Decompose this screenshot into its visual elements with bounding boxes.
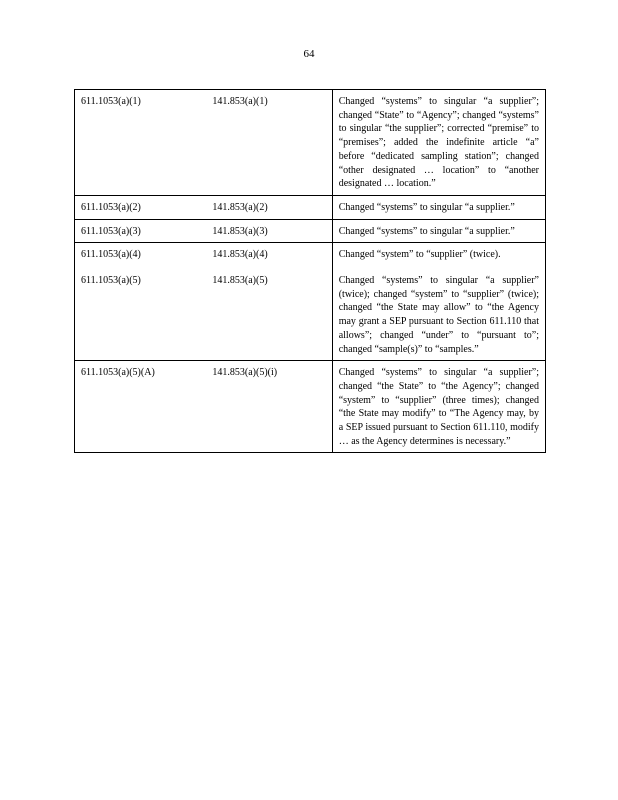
change-description: Changed “systems” to singular “a supplier.” — [338, 201, 515, 213]
state-section-cell — [75, 195, 207, 219]
state-section: 611.1053(a)(5)(A) — [81, 367, 155, 379]
change-description: Changed “systems” to singular “a supplier.” — [338, 225, 515, 237]
state-section-cell — [75, 219, 207, 243]
state-section-cell — [75, 361, 207, 453]
federal-section: 141.853(a)(4) — [212, 249, 268, 261]
federal-section: 141.853(a)(5)(i) — [212, 367, 278, 379]
change-description-cell — [332, 90, 545, 196]
federal-section: 141.853(a)(3) — [212, 225, 268, 237]
change-description-cell — [332, 361, 545, 453]
state-section-cell — [75, 90, 207, 196]
state-section-cell — [75, 243, 207, 361]
state-section: 611.1053(a)(4) — [81, 249, 141, 261]
table-row — [75, 243, 546, 361]
federal-section: 141.853(a)(1) — [212, 96, 268, 107]
federal-section-cell — [206, 219, 332, 243]
federal-section-cell — [206, 195, 332, 219]
state-section: 611.1053(a)(2) — [81, 201, 141, 213]
federal-section-cell — [206, 361, 332, 453]
federal-section: 141.853(a)(5) — [212, 275, 268, 287]
table-row — [75, 90, 546, 196]
change-description-cell — [332, 195, 545, 219]
change-description: Changed “system” to “supplier” (twice). — [338, 249, 501, 261]
state-section: 611.1053(a)(1) — [81, 96, 141, 107]
change-description-cell — [332, 243, 545, 361]
change-description-cell — [332, 219, 545, 243]
change-description: Changed “systems” to singular “a supplier”; changed “State” to “Agency”; changed “systems” to singular “the supplier”; corrected “premise” to “premises”; added the indefinite article “a” before “dedicated sampling station”; changed “other designated … location” to “another designated … location.” — [338, 96, 539, 190]
table-row — [75, 361, 546, 453]
state-section: 611.1053(a)(5) — [81, 275, 141, 287]
state-section: 611.1053(a)(3) — [81, 225, 141, 237]
change-description: Changed “systems” to singular “a supplier” (twice); changed “system” to “supplier” (twice); changed “the State may allow” to “the Agency may grant a SEP pursuant to Section 611.110 that allows”; changed “under” to “pursuant to”; changed “sample(s)” to “samples.” — [338, 275, 539, 355]
table-row — [75, 219, 546, 243]
federal-section: 141.853(a)(2) — [212, 201, 268, 213]
federal-section-cell — [206, 90, 332, 196]
federal-section-cell — [206, 243, 332, 361]
table-row — [75, 195, 546, 219]
page-number: 64 — [303, 48, 315, 60]
cross-reference-table — [74, 89, 546, 453]
change-description: Changed “systems” to singular “a supplier”; changed “the State” to “the Agency”; changed “system” to “supplier” (three times); changed “the State may modify” to “The Agency may, by a SEP issued pursuant to Section 611.110, modify … as the Agency determines is necessary.” — [338, 367, 539, 447]
